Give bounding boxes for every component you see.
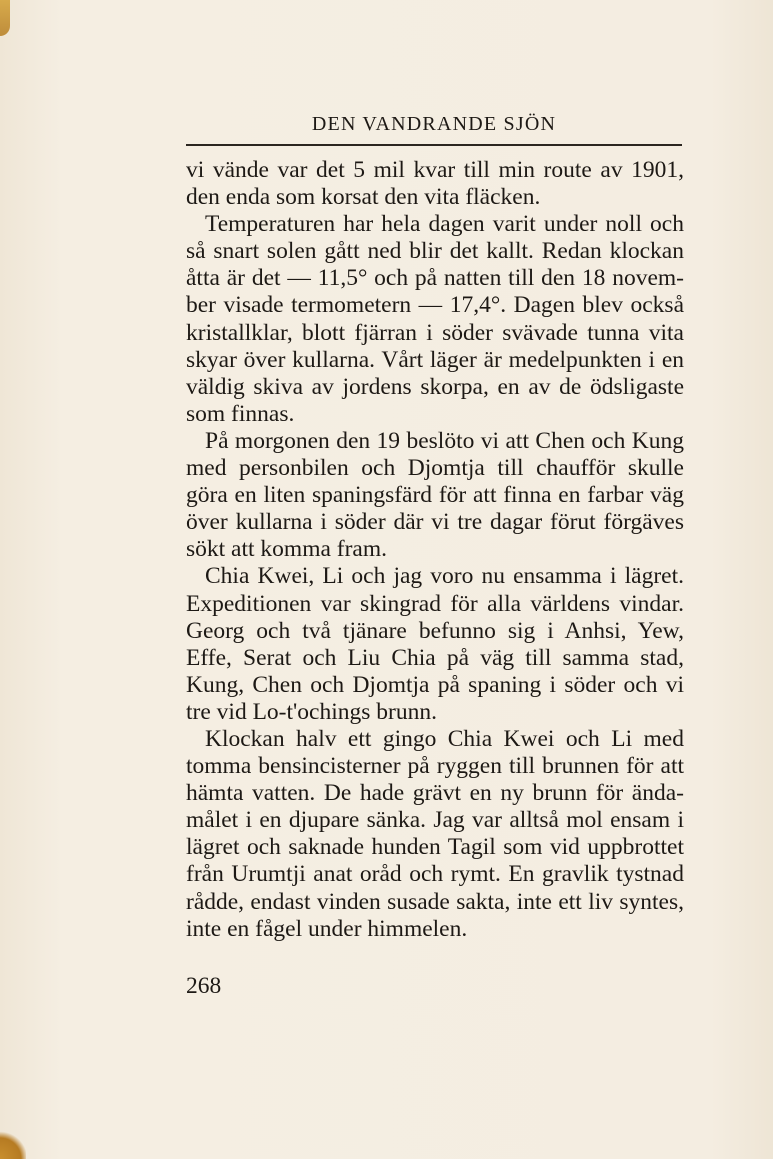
- page-edge-mark-top: [0, 0, 10, 36]
- paragraph-2: Temperaturen har hela dagen varit under noll och så snart solen gått ned blir det kallt. Redan klockan åtta är det — 11,5° och på natten till den 18 november visade termometern — 17,4°. Dagen blev också kristallklar, blott fjärran i söder svävade tunna vita skyar över kullarna. Vårt läger är medelpunkten i en väldig skiva av jordens skorpa, en av de ödsligaste som finnas.: [186, 211, 684, 427]
- header-rule: [186, 144, 682, 146]
- paragraph-3: På morgonen den 19 beslöto vi att Chen och Kung med personbilen och Djomtja till chaufför skulle göra en liten spaningsfärd för att finna en farbar väg över kullarna i söder där vi tre dagar förut förgäves sökt att komma fram.: [186, 427, 684, 563]
- page-number: 268: [186, 973, 222, 999]
- running-head: DEN VANDRANDE SJÖN: [311, 113, 557, 135]
- paragraph-5: Klockan halv ett gingo Chia Kwei och Li med tomma bensincisterner på ryggen till brunnen för att hämta vatten. De hade grävt en ny brunn för ändamålet i en djupare sänka. Jag var alltså mol ensam i lägret och saknade hunden Tagil som vid uppbrottet från Urumtji anat oråd och rymt. En gravlik tystnad rådde, endast vinden susade sakta, inte ett liv syntes, inte en fågel under himmelen.: [186, 725, 684, 942]
- paragraph-1: vi vände var det 5 mil kvar till min route av 1901, den enda som korsat den vita fläcken.: [186, 157, 684, 211]
- paragraph-4: Chia Kwei, Li och jag voro nu ensamma i lägret. Expeditionen var skingrad för alla världens vindar. Georg och två tjänare befunno sig i Anhsi, Yew, Effe, Serat och Liu Chia på väg till samma stad, Kung, Chen och Djomtja på spaning i söder och vi tre vid Lo-t'ochings brunn.: [186, 563, 684, 725]
- body-text: [186, 157, 684, 943]
- page-edge-mark-bottom: [0, 1131, 26, 1159]
